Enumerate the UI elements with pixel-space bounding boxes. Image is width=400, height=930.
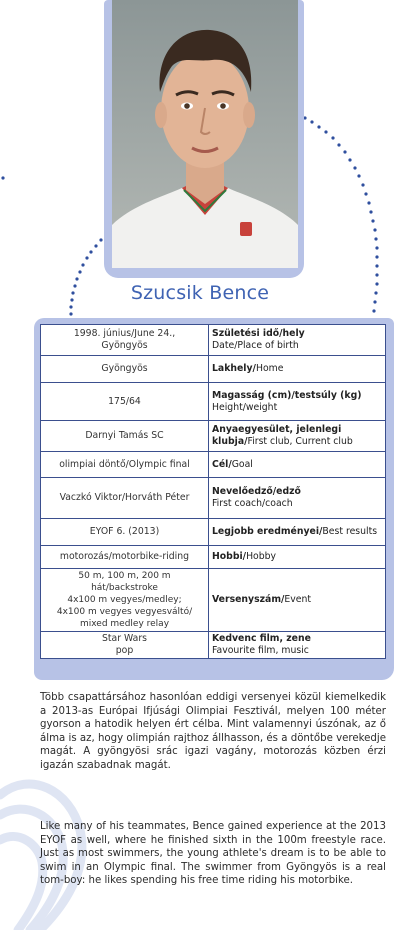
row-label: [209, 452, 386, 478]
label-hungarian: Nevelőedző/edző: [212, 486, 301, 497]
paragraph-hungarian: Több csapattársához hasonlóan eddigi versenyei közül kiemelkedik a 2013-as Európai Ifjúsági Olimpiai Fesztivál, melyen 100 méter gyorson a hatodik helyen ért célba. Mint valamennyi úszónak, az ő álma is az, hogy olimpián rajthoz állhasson, és a döntőbe verekedje magát. A gyöngyösi srác igazi vagány, motorozás közben érzi igazán szabadnak magát.: [40, 692, 386, 771]
label-hungarian: Hobbi/: [212, 551, 247, 562]
label-hungarian: Kedvenc film, zene: [212, 633, 311, 644]
label-hungarian: Lakhely/: [212, 363, 256, 374]
table-row: [41, 356, 386, 383]
row-label: [209, 569, 386, 632]
label-hungarian: Születési idő/hely: [212, 328, 305, 339]
label-english: Hobby: [246, 551, 277, 562]
portrait-illustration: [112, 0, 298, 268]
table-row: [41, 569, 386, 632]
table-row: [41, 421, 386, 452]
row-value: 1998. június/June 24., Gyöngyös: [41, 325, 209, 356]
table-row: [41, 383, 386, 421]
paragraph-english: Like many of his teammates, Bence gained experience at the 2013 EYOF as well, where he finished sixth in the 100m freestyle race. Just as most swimmers, the young athlete's dream is to be able to swim in an Olympic final. The swimmer from Gyöngyös is a real tom-boy: he likes spending his free time riding his motorbike.: [40, 821, 386, 886]
label-hungarian: Magasság (cm)/testsúly (kg): [212, 389, 362, 401]
dotted-arc-left: [69, 238, 102, 315]
row-label: [209, 478, 386, 519]
row-label: [209, 632, 386, 659]
row-label: [209, 383, 386, 421]
table-row: [41, 478, 386, 519]
label-english: First club, Current club: [247, 436, 353, 447]
row-value: olimpiai döntő/Olympic final: [41, 452, 209, 478]
row-value: Star Wars pop: [41, 632, 209, 659]
row-label: [209, 546, 386, 569]
row-value: 50 m, 100 m, 200 m hát/backstroke 4x100 m vegyes/medley; 4x100 m vegyes vegyesváltó/ mixed medley relay: [41, 569, 209, 632]
table-row: [41, 632, 386, 659]
row-value: Gyöngyös: [41, 356, 209, 383]
athlete-name: Szucsik Bence: [130, 282, 270, 304]
row-label: [209, 356, 386, 383]
athlete-photo: [112, 0, 298, 268]
row-value: Vaczkó Viktor/Horváth Péter: [41, 478, 209, 519]
row-value: EYOF 6. (2013): [41, 519, 209, 546]
row-value: Darnyi Tamás SC: [41, 421, 209, 452]
row-value: 175/64: [41, 383, 209, 421]
profile-table: [40, 324, 386, 659]
label-english: Date/Place of birth: [212, 340, 299, 351]
row-value: motorozás/motorbike-riding: [41, 546, 209, 569]
label-english: Height/weight: [212, 401, 278, 413]
label-english: Event: [284, 594, 312, 605]
label-english: Goal: [231, 458, 253, 470]
label-english: Home: [255, 363, 284, 374]
row-label: [209, 519, 386, 546]
table-row: [41, 519, 386, 546]
label-english: Best results: [322, 526, 378, 537]
label-english: First coach/coach: [212, 498, 293, 509]
label-hungarian: Legjobb eredményei/: [212, 526, 323, 537]
label-hungarian: Versenyszám/: [212, 594, 285, 605]
table-row: [41, 452, 386, 478]
label-english: Favourite film, music: [212, 645, 309, 656]
row-label: [209, 325, 386, 356]
label-hungarian: Anyaegyesület, jelenlegi klubja/: [212, 424, 342, 447]
row-label: [209, 421, 386, 452]
label-hungarian: Cél/: [212, 458, 232, 470]
table-row: [41, 546, 386, 569]
table-row: [41, 325, 386, 356]
